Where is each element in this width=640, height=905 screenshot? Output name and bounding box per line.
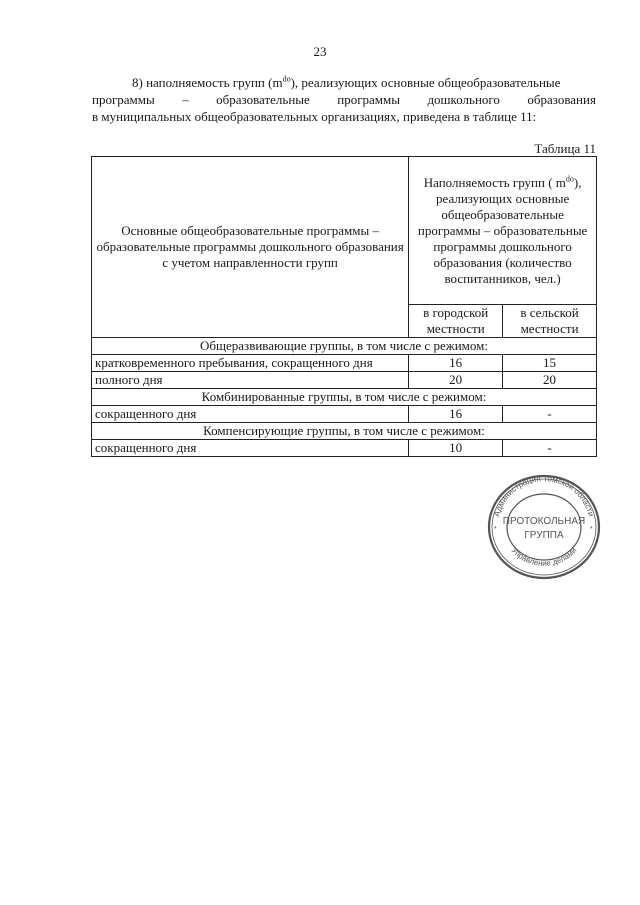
rural-value: 20: [503, 372, 597, 389]
intro-word: –: [182, 92, 189, 107]
intro-line-1: [92, 74, 596, 91]
intro-word: программы: [337, 92, 400, 107]
table-row: [92, 372, 597, 389]
stamp-star-right: *: [590, 526, 593, 533]
intro-word: программы: [92, 92, 155, 107]
intro-superscript: do: [282, 74, 291, 84]
urban-value: 10: [409, 440, 503, 457]
col-rural-header: в сельской местности: [503, 305, 597, 338]
header-row: [92, 157, 597, 305]
row-label: полного дня: [92, 372, 409, 389]
intro-word: дошкольного: [427, 92, 500, 107]
group-title: Компенсирующие группы, в том числе с режимом:: [92, 423, 597, 440]
page-number: 23: [313, 44, 327, 59]
left-header-text: Основные общеобразовательные программы – образовательные программы дошкольного образования с учетом направленности групп: [96, 223, 404, 270]
group-title: Общеразвивающие группы, в том числе с режимом:: [92, 338, 597, 355]
left-header-cell: [92, 157, 409, 338]
official-stamp: [484, 470, 604, 580]
row-label: кратковременного пребывания, сокращенного дня: [92, 355, 409, 372]
rural-value: 15: [503, 355, 597, 372]
stamp-inner-line-1: ПРОТОКОЛЬНАЯ: [502, 516, 586, 527]
group-title: Комбинированные группы, в том числе с режимом:: [92, 389, 597, 406]
intro-line-3: в муниципальных общеобразовательных организациях, приведена в таблице 11:: [92, 109, 537, 124]
intro-word: образовательные: [216, 92, 310, 107]
urban-value: 16: [409, 355, 503, 372]
table-11: [91, 156, 597, 457]
stamp-inner-line-2: ГРУППА: [524, 530, 564, 541]
intro-line-2: [92, 91, 596, 108]
urban-value: 16: [409, 406, 503, 423]
rural-value: -: [503, 440, 597, 457]
stamp-top-text: Администрация Томской области: [492, 473, 596, 518]
intro-line-1-text: 8) наполняемость групп (m: [132, 75, 283, 90]
table-caption: Таблица 11: [534, 141, 596, 156]
group-title-row: [92, 389, 597, 406]
rural-value: -: [503, 406, 597, 423]
table-row: [92, 355, 597, 372]
table-row: [92, 440, 597, 457]
intro-paragraph: [92, 74, 596, 125]
group-title-row: [92, 423, 597, 440]
intro-line-1-text-end: ), реализующих основные общеобразовательные: [290, 75, 561, 90]
row-label: сокращенного дня: [92, 440, 409, 457]
intro-word: образования: [527, 92, 596, 107]
right-header-text-end: ), реализующих основные общеобразовательные программы – образовательные программы дошкольного образования (количество воспитанников, чел.): [417, 174, 588, 286]
urban-value: 20: [409, 372, 503, 389]
right-header-cell: [409, 157, 597, 305]
group-title-row: [92, 338, 597, 355]
col-urban-header: в городской местности: [409, 305, 503, 338]
stamp-star-left: *: [494, 526, 497, 533]
right-header-superscript: do: [565, 174, 574, 184]
row-label: сокращенного дня: [92, 406, 409, 423]
table-row: [92, 406, 597, 423]
right-header-text: Наполняемость групп ( m: [423, 174, 566, 190]
stamp-bottom-text: Управление делами: [509, 545, 579, 568]
